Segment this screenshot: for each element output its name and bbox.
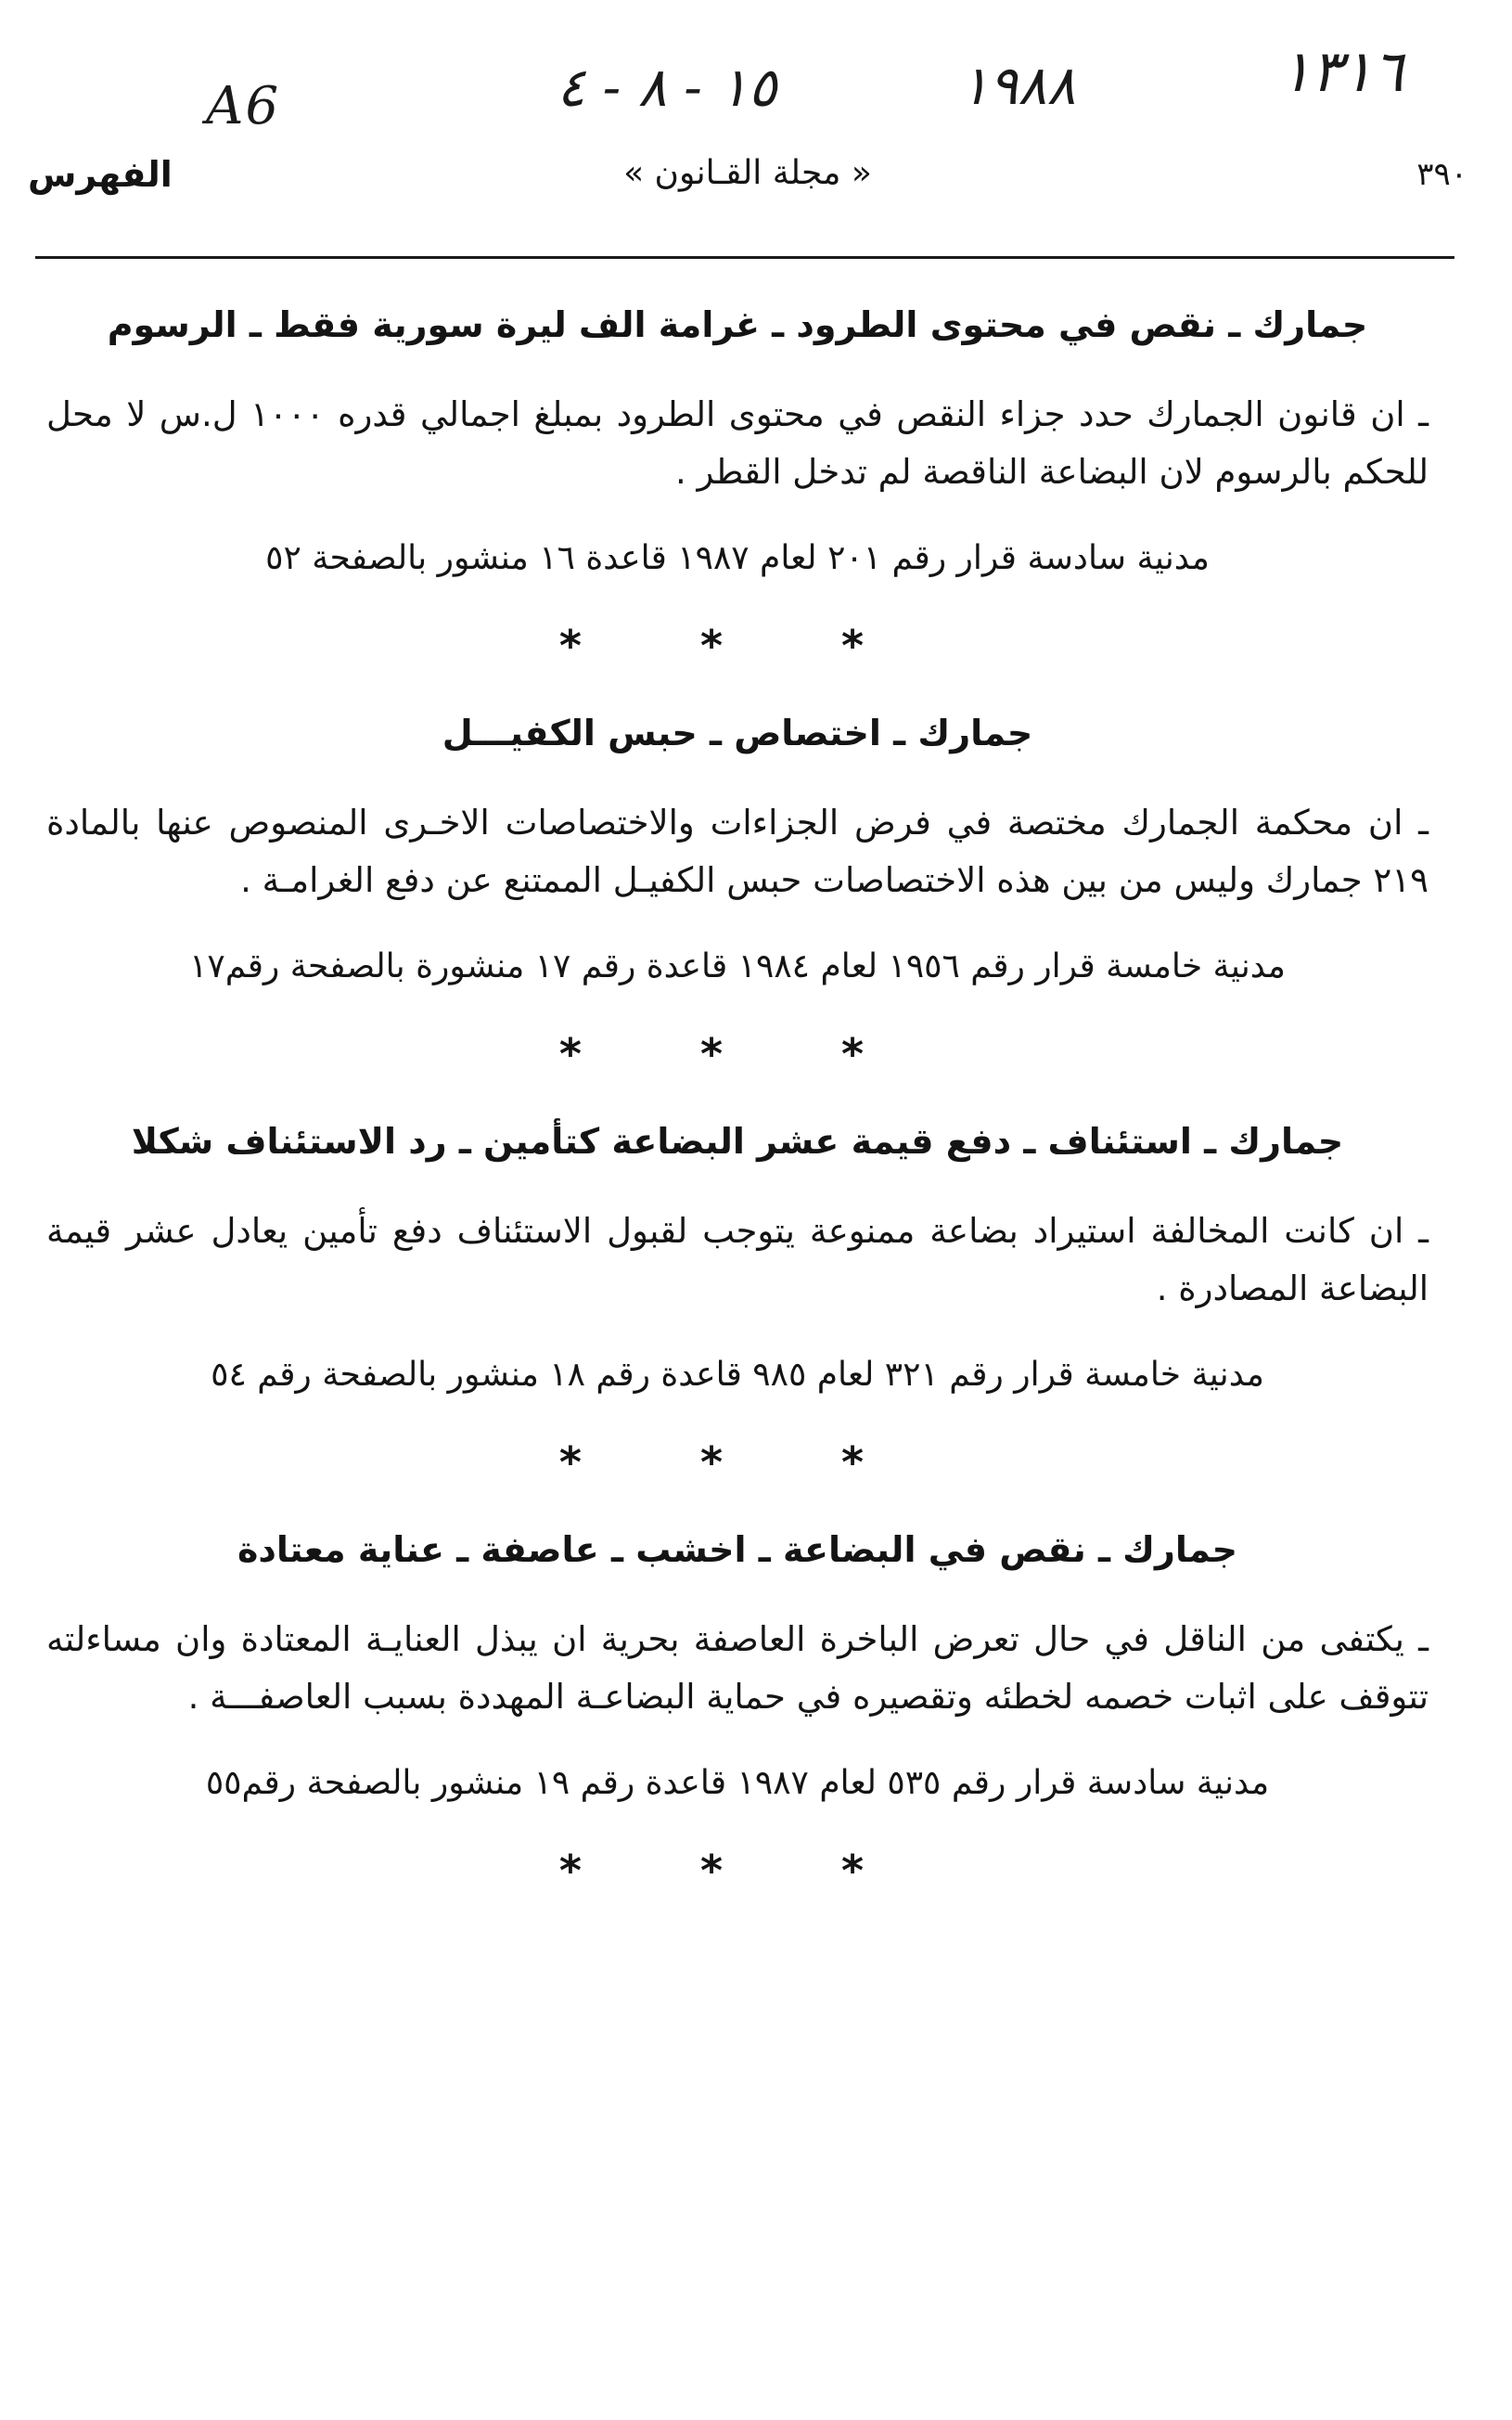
- separator-asterisks: * * *: [558, 1846, 916, 1896]
- entry-body: ـ ان كانت المخالفة استيراد بضاعة ممنوعة يتوجب لقبول الاستئناف دفع تأمين يعادل عشر قيمة البضاعة المصادرة .: [46, 1211, 1429, 1308]
- header-rule: [35, 256, 1454, 259]
- journal-name: « مجلة القـانون »: [623, 154, 872, 192]
- entry-body: ـ يكتفى من الناقل في حال تعرض الباخرة العاصفة بحرية ان يبذل العنايـة المعتادة وان مساءلته تتوقف على اثبات خصمه لخطئه وتقصيره في حماية البضاعـة المهددة بسبب العاصفـــة .: [46, 1619, 1429, 1717]
- section-label: الفهرس: [28, 154, 173, 195]
- entry-title: جمارك ـ نقص في محتوى الطرود ـ غرامة الف ليرة سورية فقط ـ الرسوم: [107, 304, 1368, 345]
- handwritten-number: ١٣١٦: [1280, 37, 1404, 105]
- handwritten-year: ١٩٨٨: [960, 54, 1076, 117]
- entry-source: مدنية سادسة قرار رقم ٥٣٥ لعام ١٩٨٧ قاعدة رقم ١٩ منشور بالصفحة رقم٥٥: [205, 1764, 1270, 1802]
- entry-source: مدنية سادسة قرار رقم ٢٠١ لعام ١٩٨٧ قاعدة ١٦ منشور بالصفحة ٥٢: [265, 539, 1210, 577]
- index-entry-4: [37, 1522, 1438, 1809]
- index-entry-3: [37, 1113, 1438, 1401]
- separator-asterisks: * * *: [558, 621, 916, 671]
- entry-title: جمارك ـ اختصاص ـ حبس الكفيـــل: [442, 713, 1033, 753]
- index-entry-1: [37, 297, 1438, 585]
- separator-asterisks: * * *: [558, 1437, 916, 1487]
- entry-body: ـ ان قانون الجمارك حدد جزاء النقص في محتوى الطرود بمبلغ اجمالي قدره ١٠٠٠ ل.س لا محل للحكم بالرسوم لان البضاعة الناقصة لم تدخل القطر .: [46, 394, 1429, 492]
- entry-source: مدنية خامسة قرار رقم ١٩٥٦ لعام ١٩٨٤ قاعدة رقم ١٧ منشورة بالصفحة رقم١٧: [189, 947, 1286, 985]
- index-entry-2: [37, 705, 1438, 993]
- handwritten-code: A6: [206, 76, 281, 136]
- entry-source: مدنية خامسة قرار رقم ٣٢١ لعام ٩٨٥ قاعدة رقم ١٨ منشور بالصفحة رقم ٥٤: [211, 1356, 1264, 1394]
- page-number: ٣٩٠: [1416, 156, 1467, 193]
- running-header: [28, 150, 1467, 215]
- index-entries: [37, 297, 1438, 1930]
- handwritten-date: ١٥ - ٨ - ٤: [557, 56, 777, 119]
- entry-body: ـ ان محكمة الجمارك مختصة في فرض الجزاءات والاختصاصات الاخـرى المنصوص عنها بالمادة ٢١٩ جمارك وليس من بين هذه الاختصاصات حبس الكفيـل الممتنع عن دفع الغرامـة .: [46, 803, 1429, 900]
- separator-asterisks: * * *: [558, 1029, 916, 1079]
- entry-title: جمارك ـ نقص في البضاعة ـ اخشب ـ عاصفة ـ عناية معتادة: [237, 1529, 1237, 1570]
- entry-title: جمارك ـ استئناف ـ دفع قيمة عشر البضاعة كتأمين ـ رد الاستئناف شكلا: [131, 1121, 1344, 1162]
